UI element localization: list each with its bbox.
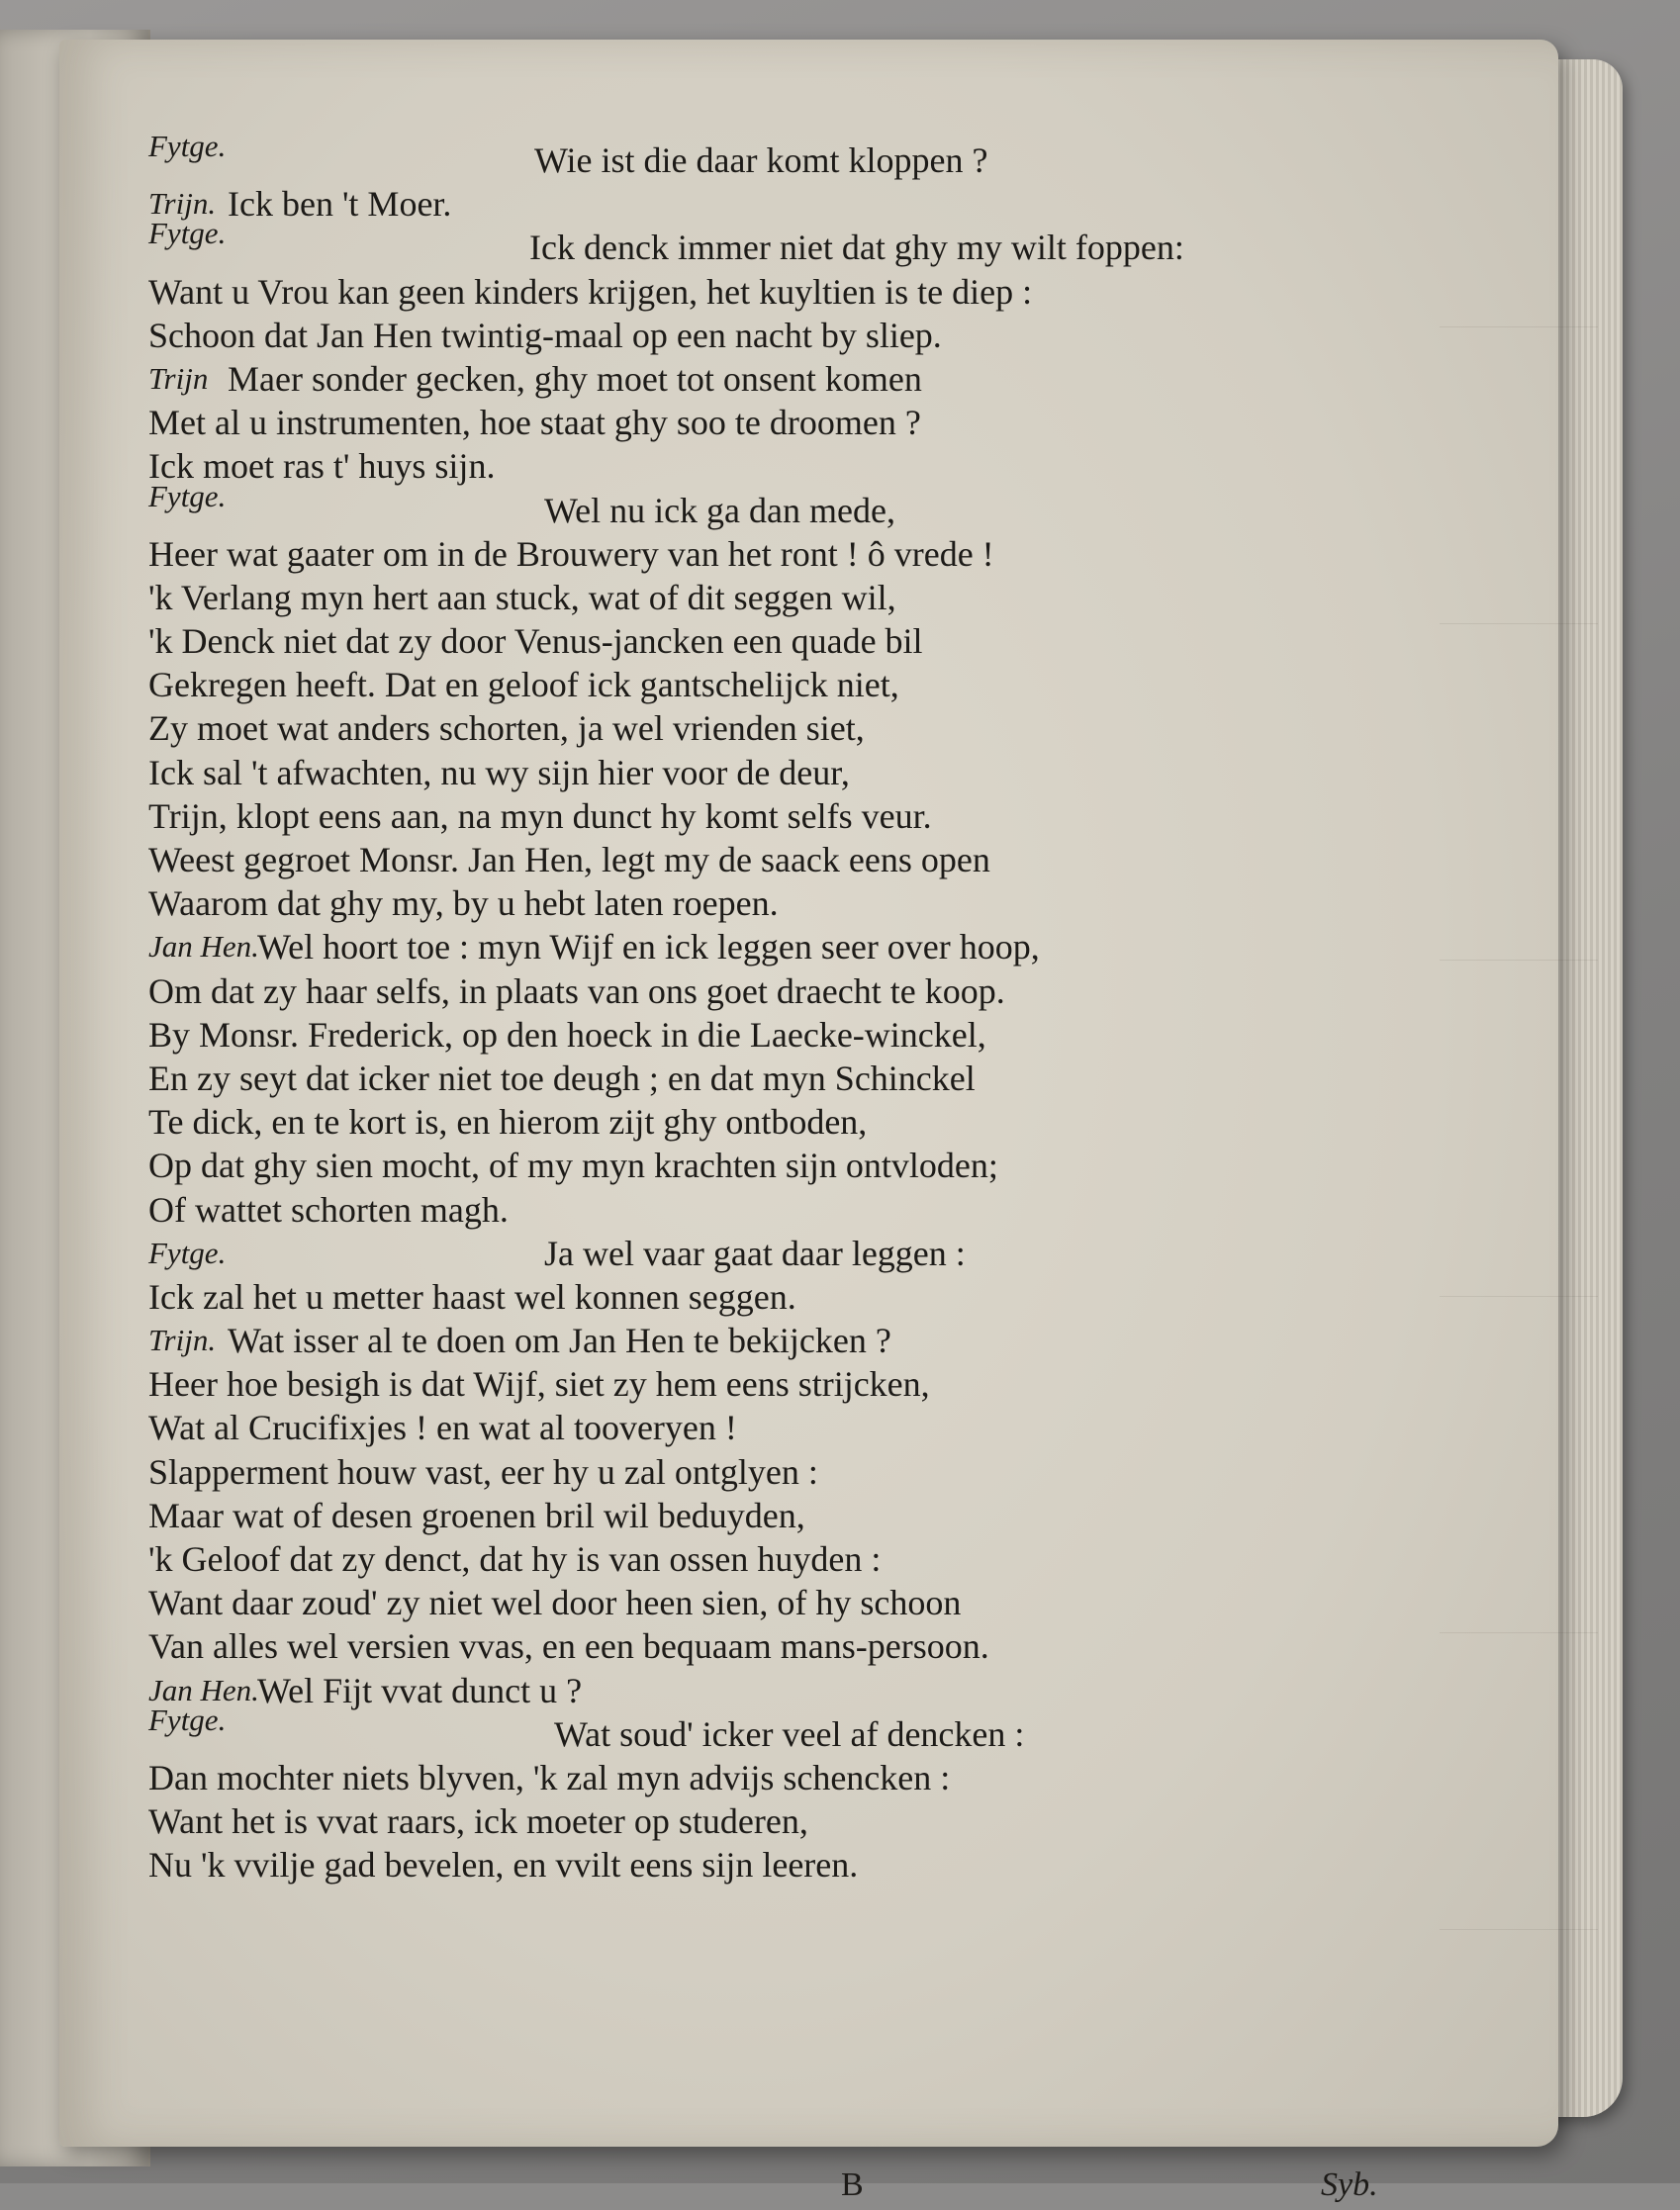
speaker-label: Trijn. bbox=[148, 1323, 217, 1358]
verse-line bbox=[148, 794, 1435, 838]
verse-line bbox=[148, 314, 1435, 357]
verse-line-text: By Monsr. Frederick, op den hoeck in die Laecke-winckel, bbox=[148, 1014, 986, 1055]
verse-line-text: Ick moet ras t' huys sijn. bbox=[148, 446, 496, 487]
verse-line-text: Gekregen heeft. Dat en geloof ick gantschelijck niet, bbox=[148, 665, 899, 705]
verse-line-text: Wat isser al te doen om Jan Hen te bekijcken ? bbox=[228, 1321, 891, 1361]
verse-line bbox=[148, 576, 1435, 619]
verse-line bbox=[148, 1799, 1435, 1843]
show-through-mark bbox=[1440, 297, 1598, 327]
verse-line-text: Wel hoort toe : myn Wijf en ick leggen seer over hoop, bbox=[257, 927, 1040, 967]
verse-line-text: Van alles wel versien vvas, en een bequaam mans-persoon. bbox=[148, 1626, 989, 1667]
verse-line-text: Heer hoe besigh is dat Wijf, siet zy hem eens strijcken, bbox=[148, 1364, 930, 1405]
verse-line-text: 'k Verlang myn hert aan stuck, wat of dit seggen wil, bbox=[148, 577, 896, 617]
verse-line-text: Wat soud' icker veel af dencken : bbox=[554, 1713, 1025, 1754]
speaker-label: Jan Hen. bbox=[148, 929, 259, 965]
speaker-label: Jan Hen. bbox=[148, 1672, 259, 1707]
verse-line bbox=[148, 1057, 1435, 1100]
verse-line bbox=[148, 969, 1435, 1013]
verse-line bbox=[148, 1144, 1435, 1187]
verse-line bbox=[148, 619, 1435, 663]
verse-line-text: Zy moet wat anders schorten, ja wel vrienden siet, bbox=[148, 708, 865, 749]
verse-line bbox=[148, 1406, 1435, 1449]
verse-line-text: Schoon dat Jan Hen twintig-maal op een nacht by sliep. bbox=[148, 315, 942, 355]
verse-line-text: Ick zal het u metter haast wel konnen seggen. bbox=[148, 1276, 796, 1317]
verse-line-text: Want daar zoud' zy niet wel door heen sien, of hy schoon bbox=[148, 1583, 962, 1623]
verse-line bbox=[148, 1319, 1435, 1362]
verse-line bbox=[148, 532, 1435, 576]
verse-line bbox=[148, 1275, 1435, 1319]
speaker-label: Fytge. bbox=[148, 129, 227, 163]
verse-line-text: Te dick, en te kort is, en hierom zijt ghy ontboden, bbox=[148, 1102, 868, 1143]
verse-line-text: Op dat ghy sien mocht, of my myn krachten sijn ontvloden; bbox=[148, 1146, 998, 1186]
verse-line bbox=[148, 751, 1435, 794]
verse-line-text: Maar wat of desen groenen bril wil beduyden, bbox=[148, 1495, 805, 1535]
verse-line-text: Ick sal 't afwachten, nu wy sijn hier voor de deur, bbox=[148, 752, 850, 792]
verse-line bbox=[148, 1624, 1435, 1668]
verse-line bbox=[148, 1702, 1435, 1756]
verse-line bbox=[148, 1188, 1435, 1232]
verse-line-text: Om dat zy haar selfs, in plaats van ons goet draecht te koop. bbox=[148, 970, 1005, 1011]
show-through-mark bbox=[1440, 1899, 1598, 1930]
verse-line-text: Wie ist die daar komt kloppen ? bbox=[534, 140, 988, 180]
verse-line-text: Nu 'k vvilje gad bevelen, en vvilt eens sijn leeren. bbox=[148, 1845, 859, 1886]
show-through-mark bbox=[1440, 1266, 1598, 1297]
verse-line bbox=[148, 1669, 1435, 1712]
catchword: Syb. bbox=[1321, 2166, 1378, 2203]
verse-line bbox=[148, 1756, 1435, 1799]
verse-line bbox=[148, 925, 1435, 968]
verse-line-text: Maer sonder gecken, ghy moet tot onsent komen bbox=[228, 358, 922, 399]
verse-line-text: Ick ben 't Moer. bbox=[228, 184, 452, 225]
verse-line-text: Dan mochter niets blyven, 'k zal myn advijs schencken : bbox=[148, 1757, 951, 1797]
speaker-label: Fytge. bbox=[148, 1702, 227, 1737]
verse-line bbox=[148, 1494, 1435, 1537]
verse-line bbox=[148, 182, 1435, 226]
verse-line bbox=[148, 216, 1435, 269]
speaker-label: Trijn bbox=[148, 360, 209, 396]
verse-line-text: Ick denck immer niet dat ghy my wilt foppen: bbox=[529, 228, 1184, 268]
verse-line-text: Want het is vvat raars, ick moeter op studeren, bbox=[148, 1801, 808, 1842]
speaker-label: Fytge. bbox=[148, 216, 227, 251]
verse-line-text: 'k Denck niet dat zy door Venus-jancken een quade bil bbox=[148, 621, 923, 662]
verse-text bbox=[148, 129, 1435, 2203]
verse-line bbox=[148, 1232, 1435, 1275]
speaker-label: Fytge. bbox=[148, 478, 227, 513]
verse-line bbox=[148, 1537, 1435, 1581]
verse-line-text: Trijn, klopt eens aan, na myn dunct hy komt selfs veur. bbox=[148, 795, 932, 836]
verse-line-text: Weest gegroet Monsr. Jan Hen, legt my de saack eens open bbox=[148, 840, 990, 879]
verse-line bbox=[148, 838, 1435, 881]
verse-line-text: Slapperment houw vast, eer hy u zal ontglyen : bbox=[148, 1451, 818, 1492]
page-footer bbox=[148, 2166, 1435, 2210]
verse-line-text: En zy seyt dat icker niet toe deugh ; en dat myn Schinckel bbox=[148, 1058, 976, 1098]
verse-line-text: Heer wat gaater om in de Brouwery van het ront ! ô vrede ! bbox=[148, 533, 994, 574]
verse-line bbox=[148, 1013, 1435, 1057]
verse-line-text: Wel nu ick ga dan mede, bbox=[544, 490, 895, 530]
verse-line bbox=[148, 1100, 1435, 1144]
verse-line-text: Want u Vrou kan geen kinders krijgen, het kuyltien is te diep : bbox=[148, 271, 1033, 312]
verse-line-text: 'k Geloof dat zy denct, dat hy is van ossen huyden : bbox=[148, 1539, 882, 1579]
verse-line bbox=[148, 706, 1435, 750]
verse-line bbox=[148, 881, 1435, 925]
show-through-mark bbox=[1440, 1603, 1598, 1633]
verse-line bbox=[148, 401, 1435, 444]
verse-line bbox=[148, 1581, 1435, 1624]
verse-line-text: Of wattet schorten magh. bbox=[148, 1189, 509, 1230]
verse-line bbox=[148, 1843, 1435, 1887]
verse-line-text: Met al u instrumenten, hoe staat ghy soo te droomen ? bbox=[148, 403, 921, 443]
speaker-label: Fytge. bbox=[148, 1235, 227, 1270]
speaker-label: Trijn. bbox=[148, 186, 217, 222]
verse-line-text: Wat al Crucifixjes ! en wat al tooveryen ! bbox=[148, 1408, 737, 1448]
verse-line-text: Ja wel vaar gaat daar leggen : bbox=[544, 1233, 966, 1273]
signature-mark: B bbox=[841, 2166, 864, 2203]
show-through-mark bbox=[1440, 930, 1598, 961]
verse-line bbox=[148, 444, 1435, 488]
verse-line bbox=[148, 129, 1435, 182]
verse-line bbox=[148, 1450, 1435, 1494]
verse-line bbox=[148, 478, 1435, 532]
verse-line bbox=[148, 357, 1435, 401]
show-through-mark bbox=[1440, 594, 1598, 624]
verse-line bbox=[148, 663, 1435, 706]
verse-line-text: Wel Fijt vvat dunct u ? bbox=[257, 1670, 583, 1710]
verse-line bbox=[148, 1362, 1435, 1406]
verse-line-text: Waarom dat ghy my, by u hebt laten roepen. bbox=[148, 883, 779, 924]
verse-line bbox=[148, 270, 1435, 314]
